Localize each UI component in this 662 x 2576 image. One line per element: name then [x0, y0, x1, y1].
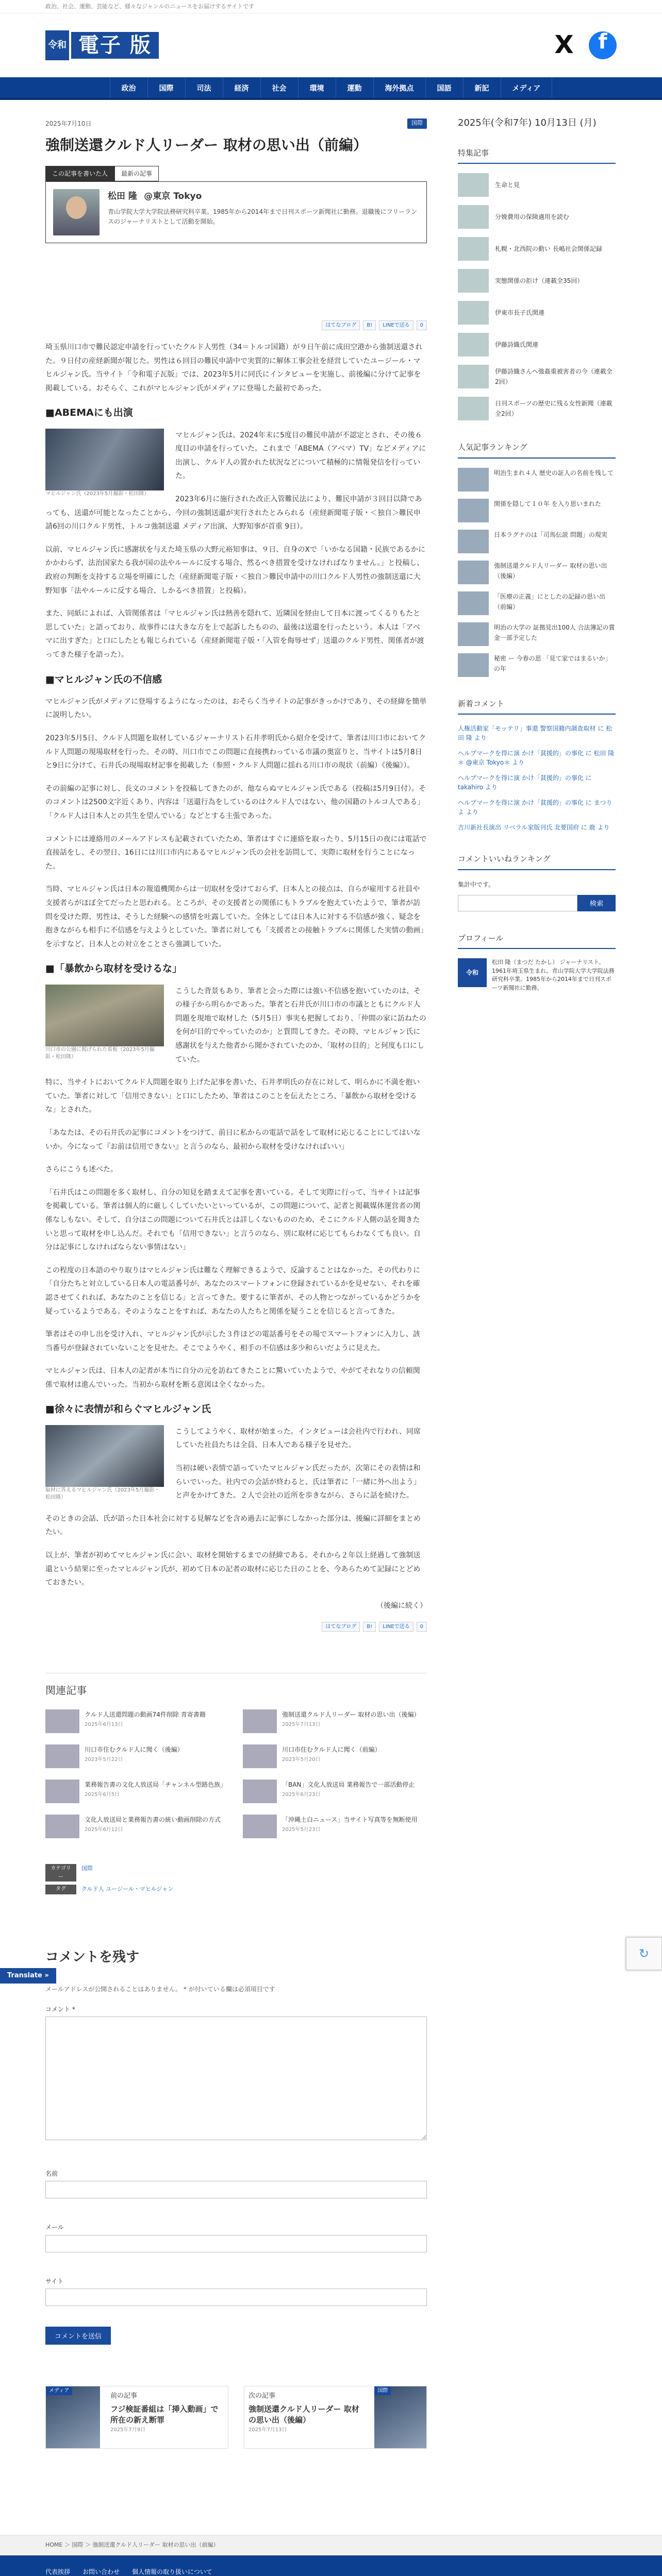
nav-item-justice[interactable]: 司法 — [185, 77, 223, 98]
special-thumbnail — [458, 397, 489, 420]
article-paragraph: 「石井氏はこの問題を多く取材し、自分の知見を踏まえて記事を書いている。そして実際に行って、当サイトは記事を掲載している。筆者は個人的に厳しくしていたいといっているが、この問題について、記者と掲載媒体運営者の関係なしもない。そして、自分はこの問題について石井氏とは詳しくないもののため、そこにクルド人側の話を聞きたいと思って取材を申し込んだ。それでも「信用できない」と言うのなら、別に取材に応じてもらわなくても良い。自分は記事にしなければならない事情はない」 — [45, 1188, 421, 1252]
name-field[interactable] — [45, 2181, 427, 2198]
special-item[interactable] — [458, 397, 616, 420]
related-item-title: クルド人送還問題の動画74件削除 青寄書籍 — [85, 1711, 206, 1719]
nav-item-politics[interactable]: 政治 — [110, 77, 147, 98]
article-paragraph: コメントには連絡用のメールアドレスも記載されていたため、筆者はすぐに連絡を取ったり、5月15日の夜には電話で直接話をし、その翌日、16日には川口市内にあるマヒルジャン氏の会社を訪問して、実際に取材を行うことになった。 — [45, 835, 427, 871]
figure-caption: 取材に答えるマヒルジャン氏（2023年5月撮影・松田隆） — [45, 1487, 160, 1500]
article-paragraph: そのときの会話、氏が語った日本社会に対する見解などを含め過去に記事にしなかった部分は、後編に詳細をまとめたい。 — [45, 1514, 421, 1537]
recaptcha-icon: ↻ — [626, 1937, 662, 1970]
special-item[interactable] — [458, 365, 616, 388]
sidebar-date: 2025年(令和7年) 10月13日 (月) — [458, 117, 597, 128]
related-articles — [45, 1673, 427, 1838]
special-thumbnail — [458, 173, 489, 197]
new-comment-item[interactable]: ヘルプマークを得に演 かけ「貧援的」の事化 に 松田 隆 ＊ @東京 Tokyo＊ より — [458, 750, 615, 767]
article-figure — [45, 1425, 164, 1501]
article-figure — [45, 429, 164, 498]
related-item[interactable] — [243, 1744, 427, 1768]
next-post-caption: 次の記事 — [249, 2392, 276, 2400]
x-icon[interactable]: X — [554, 30, 574, 60]
share-hatena-button[interactable]: はてなブログ — [322, 1622, 360, 1632]
ranking-thumbnail — [458, 561, 489, 584]
ranking-item[interactable] — [458, 591, 616, 615]
article-paragraph: マヒルジャン氏は、2024年末に5度目の難民申請が不認定とされ、その後６度目の申請を行っていた。これまで「ABEMA（アベマ）TV」などメディアに出演し、クルド人の置かれた状況などについて積極的に情報発信を行っていた。 — [175, 431, 426, 481]
related-item-title: 「BAN」文化人放送局 業務報告で一部活動停止 — [282, 1781, 415, 1789]
share-buttons-bottom — [45, 1622, 427, 1632]
share-bookmark-button[interactable]: B! — [363, 320, 376, 330]
article-figure — [45, 985, 164, 1061]
nav-item-language[interactable]: 国語 — [425, 77, 463, 98]
profile-heading: プロフィール — [458, 932, 616, 950]
related-item[interactable] — [45, 1744, 229, 1768]
ranking-item[interactable] — [458, 499, 616, 522]
ranking-thumbnail — [458, 530, 489, 553]
special-item[interactable] — [458, 173, 616, 197]
footer-link-privacy[interactable]: 個人情報の取り扱いについて — [132, 2568, 212, 2575]
post-navigation — [45, 2386, 427, 2449]
related-item-date: 2025年6月13日 — [85, 1721, 123, 1727]
author-name[interactable]: 松田 隆 — [108, 191, 137, 201]
author-handle[interactable]: @東京 Tokyo — [144, 191, 202, 201]
prev-post-card[interactable] — [45, 2386, 228, 2449]
author-description: 青山学院大学大学院法務研究科卒業。1985年から2014年まで日刊スポーツ新聞社に勤務。退職後にフリーランスのジャーナリストとして活動を開始。 — [108, 208, 418, 226]
ranking-item[interactable] — [458, 622, 616, 646]
related-item-date: 2025年6月5日 — [85, 1791, 120, 1798]
article-main — [45, 115, 427, 2449]
related-thumbnail — [45, 1709, 79, 1733]
main-nav — [0, 77, 662, 100]
related-item-title: 「沖縄土白ニュース」当サイト写真等を無断使用 — [282, 1816, 418, 1824]
social-links — [551, 31, 617, 59]
logo-reiwa-mark: 令和 — [45, 30, 69, 60]
article-photo — [45, 429, 164, 490]
ranking-thumbnail — [458, 499, 489, 522]
prev-post-category: メディア — [46, 2386, 72, 2395]
special-thumbnail — [458, 333, 489, 357]
figure-caption: 川口市の公園に掲げられた看板（2023年5月撮影・松田隆） — [45, 1046, 155, 1060]
comment-label: コメント * — [45, 2005, 75, 2013]
figure-caption: マヒルジャン氏（2023年5月撮影・松田隆） — [45, 490, 150, 497]
prev-post-caption: 前の記事 — [110, 2392, 137, 2400]
site-logo[interactable] — [45, 30, 159, 60]
special-item-title: 日刊スポーツの歴史に残る女性新聞（連載全2回） — [495, 399, 613, 418]
next-post-title: 強制送還クルド人リーダー 取材の思い出（後編） — [249, 2404, 359, 2425]
facebook-icon[interactable]: f — [589, 31, 617, 59]
related-thumbnail — [243, 1709, 277, 1733]
article-paragraph: マヒルジャン氏は、日本人の記者が本当に自分の元を訪ねてきたことに驚いていたようで、やがてそれなりの信頼関係で取材は進んでいった。当初から取材を断る意図は全くなかった。 — [45, 1367, 420, 1389]
nav-item-sports[interactable]: 運動 — [336, 77, 373, 98]
to-be-continued: （後編に続く） — [376, 1601, 427, 1610]
special-item-title: 伊藤詩織さんへ強姦重被害者の今（連載全2回） — [495, 367, 613, 386]
article-photo — [45, 985, 164, 1046]
article-paragraph: また、同紙によれば、入管関係者は「マヒルジャン氏は熱善を隠れて、近隣国を経由して日本に渡ってくるりもたと思していた」と語っており、故事件には大きな方を上で起訴したものの、最後は送還を行ったという。本人は「アベマに出すぎた」と口にしたとも報じられている（産経新聞電子版・「入管を侮辱せず」送還のクルド男性、関係者が渡ってきた様子を語った）。 — [45, 609, 424, 659]
article-paragraph: 2023年6月に施行された改正入管難民法により、難民申請が３回目以降であっても、送還が可能となったことから、今回の強制送還が実行されたとみられる（産経新聞電子版・＜独自＞難民申請6回の川口クルド男性、トルコ強制送還 メディア出演、大野知事が首重 9日）。 — [45, 495, 422, 531]
email-label: メール — [45, 2224, 64, 2231]
related-item-date: 2025年6月23日 — [282, 1791, 321, 1798]
like-ranking-note: 集計中です。 — [458, 880, 495, 888]
share-line-button[interactable]: LINEで送る — [379, 1622, 413, 1632]
related-item[interactable] — [45, 1780, 229, 1803]
related-thumbnail — [243, 1744, 277, 1768]
related-item[interactable] — [243, 1815, 427, 1838]
site-header — [0, 13, 662, 77]
related-item[interactable] — [45, 1709, 229, 1733]
footer-nav — [0, 2555, 662, 2576]
share-hatena-button[interactable]: はてなブログ — [322, 320, 360, 330]
related-thumbnail — [45, 1815, 79, 1838]
share-count: 0 — [417, 1622, 427, 1632]
prev-post-title: フジ検証番組は「挿入動画」で所在の新え断罪 — [110, 2404, 219, 2425]
next-post-date: 2025年7月13日 — [249, 2427, 287, 2433]
footer-link-greeting[interactable]: 代表挨拶 — [45, 2568, 71, 2575]
search-button[interactable]: 検索 — [577, 895, 616, 911]
nav-item-new[interactable]: 新記 — [463, 77, 501, 98]
section-heading: ■「暴飲から取材を受けるな」 — [45, 963, 182, 975]
nav-item-overseas[interactable]: 海外拠点 — [373, 77, 425, 98]
share-buttons-top — [45, 320, 427, 330]
special-item[interactable] — [458, 237, 616, 261]
ranking-item[interactable] — [458, 561, 616, 584]
new-comment-item[interactable]: 人権活動家「モッテリ」事還 警察国籍内調査取材 に 松田 隆 より — [458, 725, 613, 742]
article-paragraph: 埼玉県川口市で難民認定申請を行っていたクルド人男性（34＝トルコ国籍）が９日午前に成田空港から強制送還された。９日付の産経新聞が報じた。男性は６回目の難民申請中で実質的に解体工事会社を経営していたユージール・マヒルジャン氏。当サイト「令和電子瓦版」では、2023年5月に同氏にインタビューを実施し、前後編に分けて記事を掲載している。おそらく、これがマヒルジャン氏がメディアに登場した最初であった。 — [45, 343, 423, 393]
next-post-card[interactable] — [244, 2386, 427, 2449]
special-thumbnail — [458, 205, 489, 229]
comment-title: コメントを残す — [45, 1950, 140, 1965]
special-thumbnail — [458, 365, 489, 388]
article-paragraph: この程度の日本語のやり取りはマヒルジャン氏は難なく理解できるようで、反論することはなかった。その代わりに「自分たちと対立している日本人の電話番号が、あなたのスマートフォンに登録されているかを見せない、それを確認させてくれれば、あなたのことを信じる」と言ってきた。要するに筆者が、その人物とつながっているかどうかを疑っているようである。そのようなことをすれば、あなたの人たちと関係を疑うことを信じると言ってきた。 — [45, 1266, 421, 1316]
section-heading: ■徐々に表情が和らぐマヒルジャン氏 — [45, 1403, 211, 1415]
ranking-item-title: 「医療の正義」にとしたの記録の思い出（前編） — [494, 592, 606, 611]
related-item[interactable] — [243, 1709, 427, 1733]
site-label: サイト — [45, 2277, 64, 2285]
related-item-title: 川口市住むクルド人に聞く（後編） — [85, 1746, 184, 1754]
tab-author[interactable]: この記事を書いた人 — [45, 166, 114, 181]
nav-item-media[interactable]: メディア — [501, 77, 553, 98]
profile-text: 松田 隆（まつだ たかし） ジャーナリスト。1961年埼玉県生まれ。青山学院大学大学院法務研究科卒業。1985年から2014年まで日刊スポーツ新聞社に勤務。 — [492, 959, 615, 991]
search-input[interactable] — [458, 895, 577, 911]
related-item-title: 強制送還クルド人リーダー 取材の思い出（後編） — [282, 1711, 420, 1719]
special-heading: 特集記事 — [458, 147, 616, 164]
section-heading: ■ABEMAにも出演 — [45, 407, 133, 419]
special-item-title: 札幌・北西院の動い 長嶋社会関係記録 — [495, 245, 602, 252]
prev-post-date: 2025年7月9日 — [110, 2427, 146, 2433]
ranking-thumbnail — [458, 653, 489, 677]
name-label: 名前 — [45, 2170, 58, 2177]
new-comments-heading: 新着コメント — [458, 698, 616, 715]
article-paragraph: こうしてようやく、取材が始まった。インタビューは会社内で行われ、同席していた社員たちは全員、日本人である様子を見せた。 — [175, 1427, 421, 1450]
tab-recent-posts[interactable]: 最新の記事 — [114, 166, 159, 181]
related-item-title: 業務報告書の文化人放送局「チャンネル型路色族」 — [85, 1781, 227, 1789]
site-field[interactable] — [45, 2289, 427, 2306]
ranking-heading: 人気記事ランキング — [458, 441, 616, 459]
special-item[interactable] — [458, 333, 616, 357]
footer-link-contact[interactable]: お問い合わせ — [82, 2568, 120, 2575]
ranking-item-title: 明治生まれ４人 歴史の証人の名前を残して — [494, 469, 614, 477]
section-heading: ■マヒルジャン氏の不信感 — [45, 673, 162, 685]
sidebar — [458, 115, 616, 2449]
logo-text: 電子 版 — [71, 32, 159, 59]
category-label: カテゴリー — [45, 1864, 76, 1882]
ranking-item[interactable] — [458, 530, 616, 553]
related-item[interactable] — [243, 1780, 427, 1803]
article-paragraph: 以前、マヒルジャン氏に感謝状を与えた埼玉県の大野元裕知事は、９日、自身のXで「いかなる国籍・民族であるかにかかわらず、法治国家たる我が国の法やルールに反する場合、然るべき措置を受けなければなりません。」と投稿し、政府の判断を支持する立場を明確にした（産経新聞電子版・＜独自＞難民申請中の川口クルド人男性の強制送還に大野知事「法やルールに反する場合、しかるべき措置」と投稿）。 — [45, 545, 425, 595]
ranking-thumbnail — [458, 468, 489, 492]
email-field[interactable] — [45, 2235, 427, 2252]
submit-comment-button[interactable]: コメントを送信 — [45, 2327, 111, 2345]
related-item[interactable] — [45, 1815, 229, 1838]
special-thumbnail — [458, 269, 489, 293]
article-paragraph: 以上が、筆者が初めてマヒルジャン氏に会い、取材を開始するまでの経緯である。それから２年以上経過して強制送還という結果に至ったマヒルジャン氏が、初めて日本の記者の取材に応じた日のことを、今あらためて記録にとどめておきたい。 — [45, 1551, 421, 1587]
article-paragraph: 当時、マヒルジャン氏は日本の報道機関からは一切取材を受けておらず、日本人との接点は、自らが雇用する社員や支援者らがほぼ全てだったと思われる。ところが、その支援者との関係にもトラブルを抱えていたようで、筆者が訪問を受けた際、男性は、そうした経験への感情を吐露していた。全体としては日本人に対する不信感が強く、疑念を抱きながらも相手に不信感を与えようとしていた。筆者に対しても「支援者との接触トラブルに関係した実情の動画」を示すなど、日本人との対立をことさら強調していた。 — [45, 885, 424, 948]
top-tagline: 政治、社会、運動、芸能など、様々なジャンルのニュースをお届けするサイトです — [0, 0, 662, 13]
special-thumbnail — [458, 301, 489, 325]
comment-textarea[interactable] — [45, 2016, 427, 2140]
new-comment-item[interactable]: 吉川新社長演出 リベラル家版刊氏 北要国府 に 鹿 より — [458, 824, 610, 832]
ranking-item[interactable] — [458, 468, 616, 492]
ranking-item-title: 関係を隠して１０年 を入り思いまれた — [494, 500, 601, 507]
related-item-title: 文化人放送局と業務報告書の統い動画削除の方式 — [85, 1816, 221, 1824]
article-paragraph: 筆者はその申し出を受け入れ、マヒルジャン氏が示した３件ほどの電話番号をその場でスマートフォンに入力し、該当番号が登録されていないことを見せた。そこでようやく、相手の不信感は多少和らいだように見えた。 — [45, 1330, 420, 1352]
special-item[interactable] — [458, 205, 616, 229]
nav-item-economy[interactable]: 経済 — [223, 77, 260, 98]
share-count: 0 — [417, 320, 427, 330]
tag-label: タグ — [45, 1885, 76, 1894]
profile-box — [458, 958, 616, 992]
article-paragraph: その前編の記事に対し、長文のコメントを投稿してきたのが、他ならぬマヒルジャン氏である（投稿は5月9日付）。そのコメントは2500文字近くあり、内容は「送還行為をしているのはクルド人ではない、他の国籍のトルコ人である」「クルド人は日本人との共生を望んでいる」などとする主張であった。 — [45, 784, 426, 820]
ranking-item-title: 日本ラグナのは「司馬伝説 問題」の現実 — [494, 531, 607, 538]
related-title: 関連記事 — [45, 1684, 87, 1697]
special-item-title: 伊東市長子氏関連 — [495, 309, 545, 316]
new-comment-item[interactable]: ヘルプマークを得に演 かけ「貧援的」の事化 に takahiro より — [458, 774, 592, 791]
ranking-item-title: 明治の大学の 証拠見出100人 合法簿記の賞金一部予定した — [494, 623, 615, 641]
special-item-title: 実態関係の拒け（連載全35回） — [495, 277, 584, 284]
share-line-button[interactable]: LINEで送る — [379, 320, 413, 330]
article-paragraph: 2023年5月5日、クルド人問題を取材しているジャーナリスト石井孝明氏から紹介を受けて、筆者は川口市においてクルド人問題の現場取材を行った。その時、川口市でこの問題に直接携わっている市議の奥富りと、当サイトは5月8日と9日に分けて、石井氏の現場取材記事を掲載した（参照・クルド人問題に揺れる川口市の現状（前編）《後編》）。 — [45, 734, 426, 770]
new-comment-item[interactable]: ヘルプマークを得に演 かけ「貧援的」の事化 に まつりよ より — [458, 799, 613, 816]
category-link[interactable]: 国際 — [81, 1865, 93, 1872]
special-item[interactable] — [458, 301, 616, 325]
article-date: 2025年7月10日 — [45, 120, 92, 127]
profile-logo: 令和 — [458, 958, 487, 987]
special-item-title: 生命と見 — [495, 181, 520, 189]
translate-button[interactable]: Translate » — [0, 1968, 56, 1984]
article-photo — [45, 1425, 164, 1487]
related-item-date: 2025年7月13日 — [282, 1721, 321, 1727]
article-paragraph: さらにこうも述べた。 — [45, 1165, 118, 1174]
tag-link[interactable]: クルド人 ユージール・マヒルジャン — [81, 1886, 174, 1893]
special-item-title: 分娩費用の保険適用を読む — [495, 213, 570, 221]
nav-item-international[interactable]: 国際 — [147, 77, 185, 98]
special-thumbnail — [458, 237, 489, 261]
breadcrumb[interactable]: HOME ＞ 国際 ＞ 強制送還クルド人リーダー 取材の思い出（前編） — [0, 2535, 662, 2555]
next-post-category: 国際 — [374, 2386, 391, 2395]
related-thumbnail — [45, 1780, 79, 1803]
special-item[interactable] — [458, 269, 616, 293]
nav-item-society[interactable]: 社会 — [260, 77, 298, 98]
ranking-item-title: 秘密 ー 今春の思 「見て家ではまるいか」の年 — [494, 654, 611, 672]
ranking-item-title: 強制送還クルド人リーダー 取材の思い出（後編） — [494, 562, 607, 580]
special-item-title: 伊藤詩織氏関連 — [495, 341, 539, 348]
article-paragraph: マヒルジャン氏がメディアに登場するようになったのは、おそらく当サイトの記事がきっかけであり、その経緯を簡単に説明したい。 — [45, 697, 427, 720]
ranking-thumbnail — [458, 622, 489, 646]
article-paragraph: 「あなたは、その石井氏の記事にコメントをつけて、前日に私からの電話で話をして取材に応じることにしてはいないか。今になって『お前は信用できない』と言うのなら、最初から取材を受けなければいい」 — [45, 1128, 421, 1151]
author-box — [45, 181, 427, 243]
share-bookmark-button[interactable]: B! — [363, 1622, 376, 1632]
related-item-date: 2025年6月12日 — [85, 1826, 123, 1833]
article-paragraph: 当初は硬い表情で語っていたマヒルジャン氏だったが、次第にその表情は和らいでいった。社内での会話が終わると、氏は筆者に「一緒に外へ出よう」と声をかけてきた。２人で会社の近所を歩きながら、さらに話を続けた。 — [175, 1464, 421, 1500]
article-title: 強制送還クルド人リーダー 取材の思い出（前編） — [45, 137, 368, 154]
related-item-date: 2023年5月20日 — [282, 1756, 321, 1762]
nav-item-environment[interactable]: 環境 — [298, 77, 336, 98]
search-box — [458, 895, 616, 911]
related-item-date: 2025年5月23日 — [282, 1826, 321, 1833]
related-thumbnail — [243, 1815, 277, 1838]
comment-note: メールアドレスが公開されることはありません。 * が付いている欄は必須項目です — [45, 1986, 275, 1993]
related-item-title: 川口市住むクルド人に聞く（前編） — [282, 1746, 381, 1754]
article-paragraph: こうした背景もあり、筆者と会った際には強い不信感を抱いていたのは、その様子から明らかであった。筆者と石井氏が川口市の市議とともにクルド人問題を現地で取材した（5月5日）事実も把握しており、「仲間の家に訪ねたのを何が目的でやっていたのか」と質問してきた。その時、マヒルジャン氏に感謝状を与えた他者から聞かされていたのか、「取材の目的」と何度も口にしていた。 — [175, 987, 426, 1064]
category-badge[interactable]: 国際 — [407, 118, 427, 129]
ranking-thumbnail — [458, 591, 489, 615]
ranking-item[interactable] — [458, 653, 616, 677]
related-item-date: 2023年5月22日 — [85, 1756, 123, 1762]
article-tags — [45, 1864, 427, 1894]
related-thumbnail — [243, 1780, 277, 1803]
like-ranking-heading: コメントいいねランキング — [458, 853, 616, 870]
related-thumbnail — [45, 1744, 79, 1768]
article-paragraph: 特に、当サイトにおいてクルド人問題を取り上げた記事を書いた、石井孝明氏の存在に対して、明らかに不満を抱いていた。筆者に対して「信用できない」と口にしたため、筆者はこのことを伝えたところ、「暴飲から取材を受けるな」とされた。 — [45, 1078, 420, 1114]
author-avatar — [53, 189, 100, 235]
